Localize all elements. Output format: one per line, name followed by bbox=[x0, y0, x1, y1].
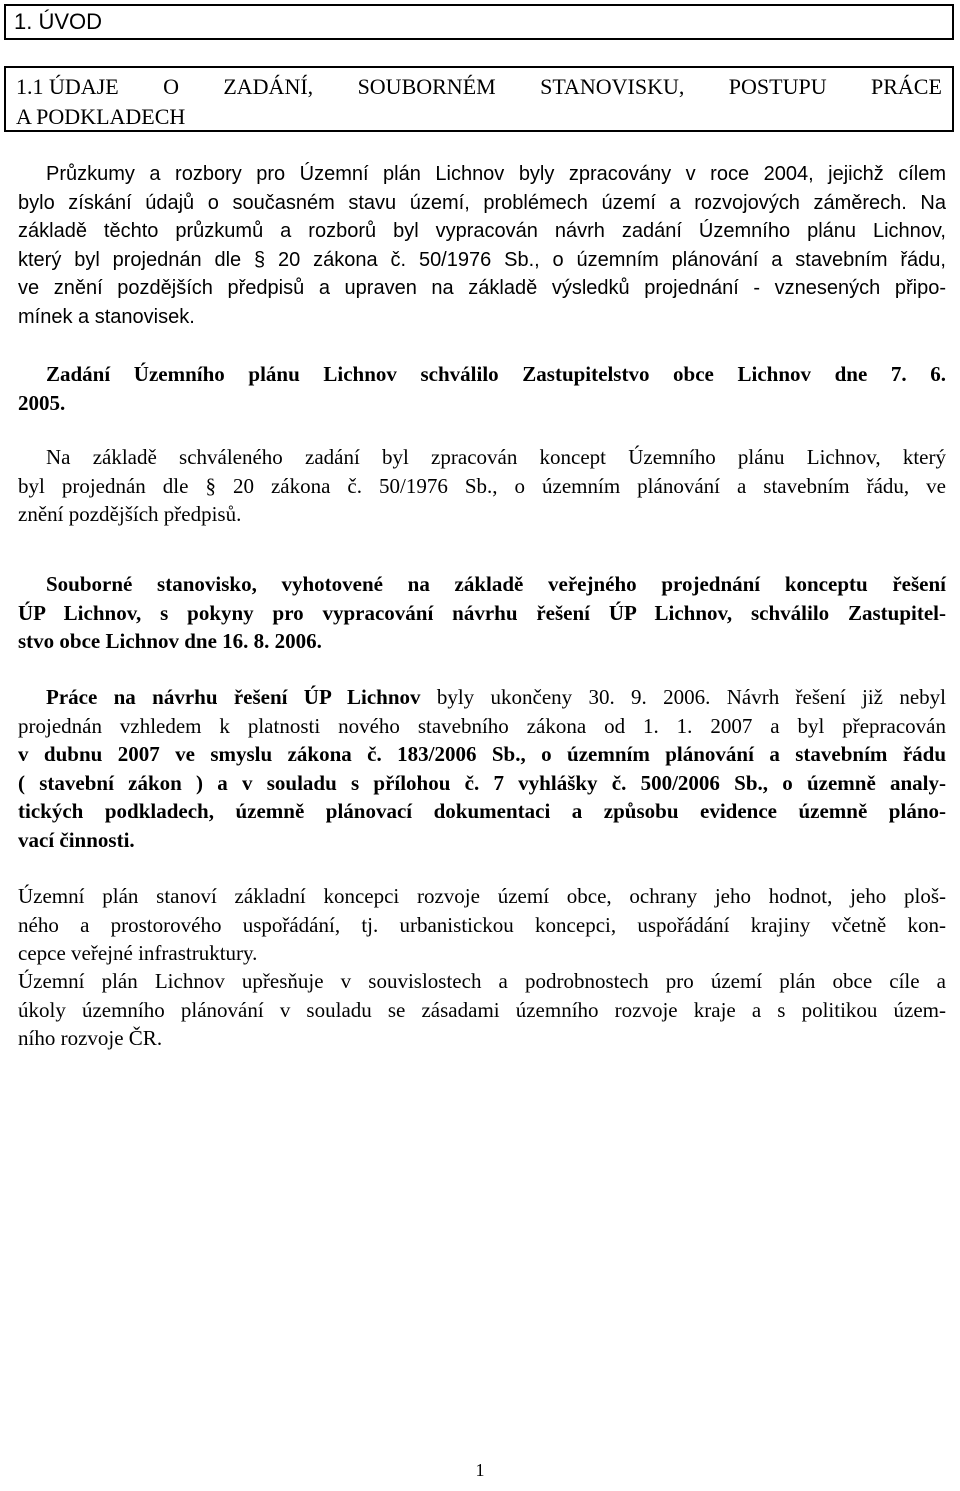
paragraph-souborne-stanovisko: Souborné stanovisko, vyhotovené na základě veřejného projednání konceptu řešení ÚP Lichnov, s pokyny pro vypracování návrhu řešení ÚP Lichnov, schválilo Zastupitel- stvo obce Lichnov dne 16. 8. 2006. bbox=[18, 572, 946, 653]
paragraph-uzemni-plan-koncepce: Územní plán stanoví základní koncepci rozvoje území obce, ochrany jeho hodnot, jeho ploš- ného a prostorového uspořádání, tj. urbanistickou koncepci, uspořádání krajiny včetně kon- cepce veřejné infrastruktury. bbox=[18, 884, 946, 965]
chapter-heading: 1. ÚVOD bbox=[4, 4, 954, 40]
section-heading-line-2: A PODKLADECH bbox=[16, 104, 186, 129]
section-heading-line-1: 1.1 ÚDAJE O ZADÁNÍ, SOUBORNÉM STANOVISKU, POSTUPU PRÁCE bbox=[16, 74, 942, 99]
page-number: 1 bbox=[475, 1460, 485, 1480]
paragraph-uzemni-plan-upresnuje: Územní plán Lichnov upřesňuje v souvislostech a podrobnostech pro území plán obce cíle a úkoly územního plánování v souladu se zásadami územního rozvoje kraje a s politikou územ- ního rozvoje ČR. bbox=[18, 969, 946, 1050]
section-heading bbox=[4, 66, 954, 132]
paragraph-intro: Průzkumy a rozbory pro Územní plán Lichnov byly zpracovány v roce 2004, jejichž cílem bylo získání údajů o současném stavu území, problémech území a rozvojových záměrech. Na základě těchto průzkumů a rozborů byl vypracován návrh zadání Územního plánu Lichnov, který byl projednán dle § 20 zákona č. 50/1976 Sb., o územním plánování a stavebním řádu, ve znění pozdějších předpisů a upraven na základě výsledků projednání - vznesených připo- mínek a stanovisek. bbox=[18, 163, 946, 328]
paragraph-koncept: Na základě schváleného zadání byl zpracován koncept Územního plánu Lichnov, který byl projednán dle § 20 zákona č. 50/1976 Sb., o územním plánování a stavebním řádu, ve znění pozdějších předpisů. bbox=[18, 445, 946, 526]
paragraph-zadani-approval: Zadání Územního plánu Lichnov schválilo Zastupitelstvo obce Lichnov dne 7. 6. 2005. bbox=[18, 362, 946, 415]
paragraph-prace-na-navrhu: Práce na návrhu řešení ÚP Lichnov byly ukončeny 30. 9. 2006. Návrh řešení již nebyl projednán vzhledem k platnosti nového stavebního zákona od 1. 1. 2007 a byl přepracován v dubnu 2007 ve smyslu zákona č. 183/2006 Sb., o územním plánování a stavebním řádu ( stavební zákon ) a v souladu s přílohou č. 7 vyhlášky č. 500/2006 Sb., o územně analy- tických podkladech, územně plánovací dokumentaci a způsobu evidence územně pláno- vací činnosti. bbox=[18, 685, 946, 852]
